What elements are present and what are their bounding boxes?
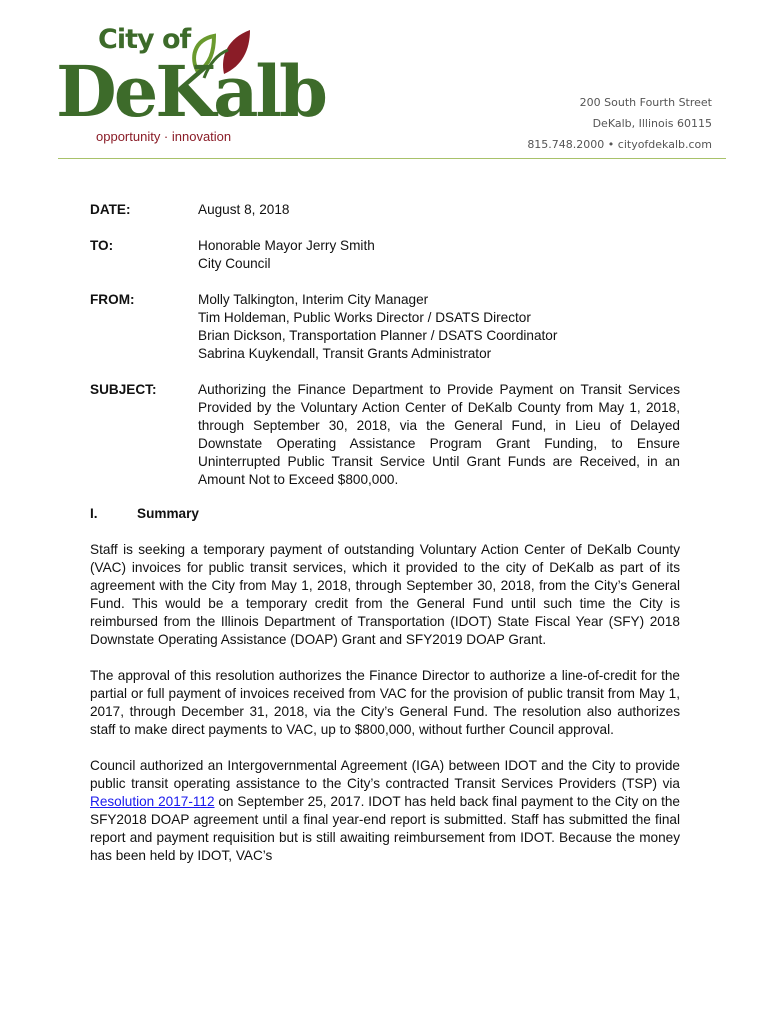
section-number: I. <box>90 506 98 521</box>
subject-value: Authorizing the Finance Department to Provide Payment on Transit Services Provided by the Voluntary Action Center of DeKalb County from May 1, 2018, through September 30, 2018, via the General Fund, in Lieu of Delayed Downstate Operating Assistance Program Grant Funding, to Ensure Uninterrupted Public Transit Service Until Grant Funds are Received, in an Amount Not to Exceed $800,000. <box>198 382 680 487</box>
address-contact: 815.748.2000 • cityofdekalb.com <box>527 138 712 151</box>
from-label: FROM: <box>90 292 135 307</box>
to-label: TO: <box>90 238 114 253</box>
logo-dekalb-text: DeKalb <box>56 50 325 133</box>
logo-city-text: City of <box>98 24 191 55</box>
date-row <box>90 201 680 219</box>
from-sender: Tim Holdeman, Public Works Director / DSATS Director <box>198 310 531 325</box>
summary-paragraph-2: The approval of this resolution authorizes the Finance Director to authorize a line-of-credit for the partial or full payment of invoices received from VAC for the provision of public transit from May 1, 2017, through December 31, 2018, via the City’s General Fund. The resolution also authorizes staff to make direct payments to VAC, up to $800,000, without further Council approval. <box>90 668 680 737</box>
paragraph-text: Council authorized an Intergovernmental Agreement (IGA) between IDOT and the City to provide public transit operating assistance to the City’s contracted Transit Services Providers (TSP) via <box>90 758 680 791</box>
city-address <box>527 92 712 155</box>
summary-paragraph-3 <box>90 757 680 865</box>
date-value: August 8, 2018 <box>198 202 290 217</box>
address-city: DeKalb, Illinois 60115 <box>592 117 712 130</box>
from-sender: Molly Talkington, Interim City Manager <box>198 292 429 307</box>
section-title: Summary <box>137 506 199 521</box>
to-recipient: City Council <box>198 256 271 271</box>
section-heading <box>90 505 680 523</box>
memo-body <box>90 201 680 883</box>
from-sender: Sabrina Kuykendall, Transit Grants Administrator <box>198 346 492 361</box>
subject-label: SUBJECT: <box>90 382 157 397</box>
paragraph-text: on September 25, 2017. IDOT has held back final payment to the City on the SFY2018 DOAP agreement until a final year-end report is submitted. Staff has submitted the final report and payment requisition but is still awaiting reimbursement from IDOT. Because the money has been held by IDOT, VAC’s <box>90 794 680 863</box>
from-sender: Brian Dickson, Transportation Planner / DSATS Coordinator <box>198 328 558 343</box>
from-row <box>90 291 680 363</box>
logo-tagline: opportunity · innovation <box>96 129 232 144</box>
to-recipient: Honorable Mayor Jerry Smith <box>198 238 375 253</box>
summary-paragraph-1: Staff is seeking a temporary payment of outstanding Voluntary Action Center of DeKalb County (VAC) invoices for public transit services, which it provided to the city of DeKalb as part of its agreement with the City from May 1, 2018, through September 30, 2018, from the City’s General Fund. This would be a temporary credit from the General Fund until such time the City is reimbursed from the Illinois Department of Transportation (IDOT) State Fiscal Year (SFY) 2018 Downstate Operating Assistance (DOAP) Grant and SFY2019 DOAP Grant. <box>90 542 680 647</box>
to-row <box>90 237 680 273</box>
city-logo <box>56 22 325 152</box>
from-senders <box>198 291 680 363</box>
subject-row <box>90 381 680 489</box>
letterhead-divider <box>58 158 726 159</box>
resolution-link[interactable]: Resolution 2017-112 <box>90 794 215 809</box>
date-label: DATE: <box>90 202 131 217</box>
to-recipients <box>198 237 680 273</box>
address-street: 200 South Fourth Street <box>579 96 712 109</box>
